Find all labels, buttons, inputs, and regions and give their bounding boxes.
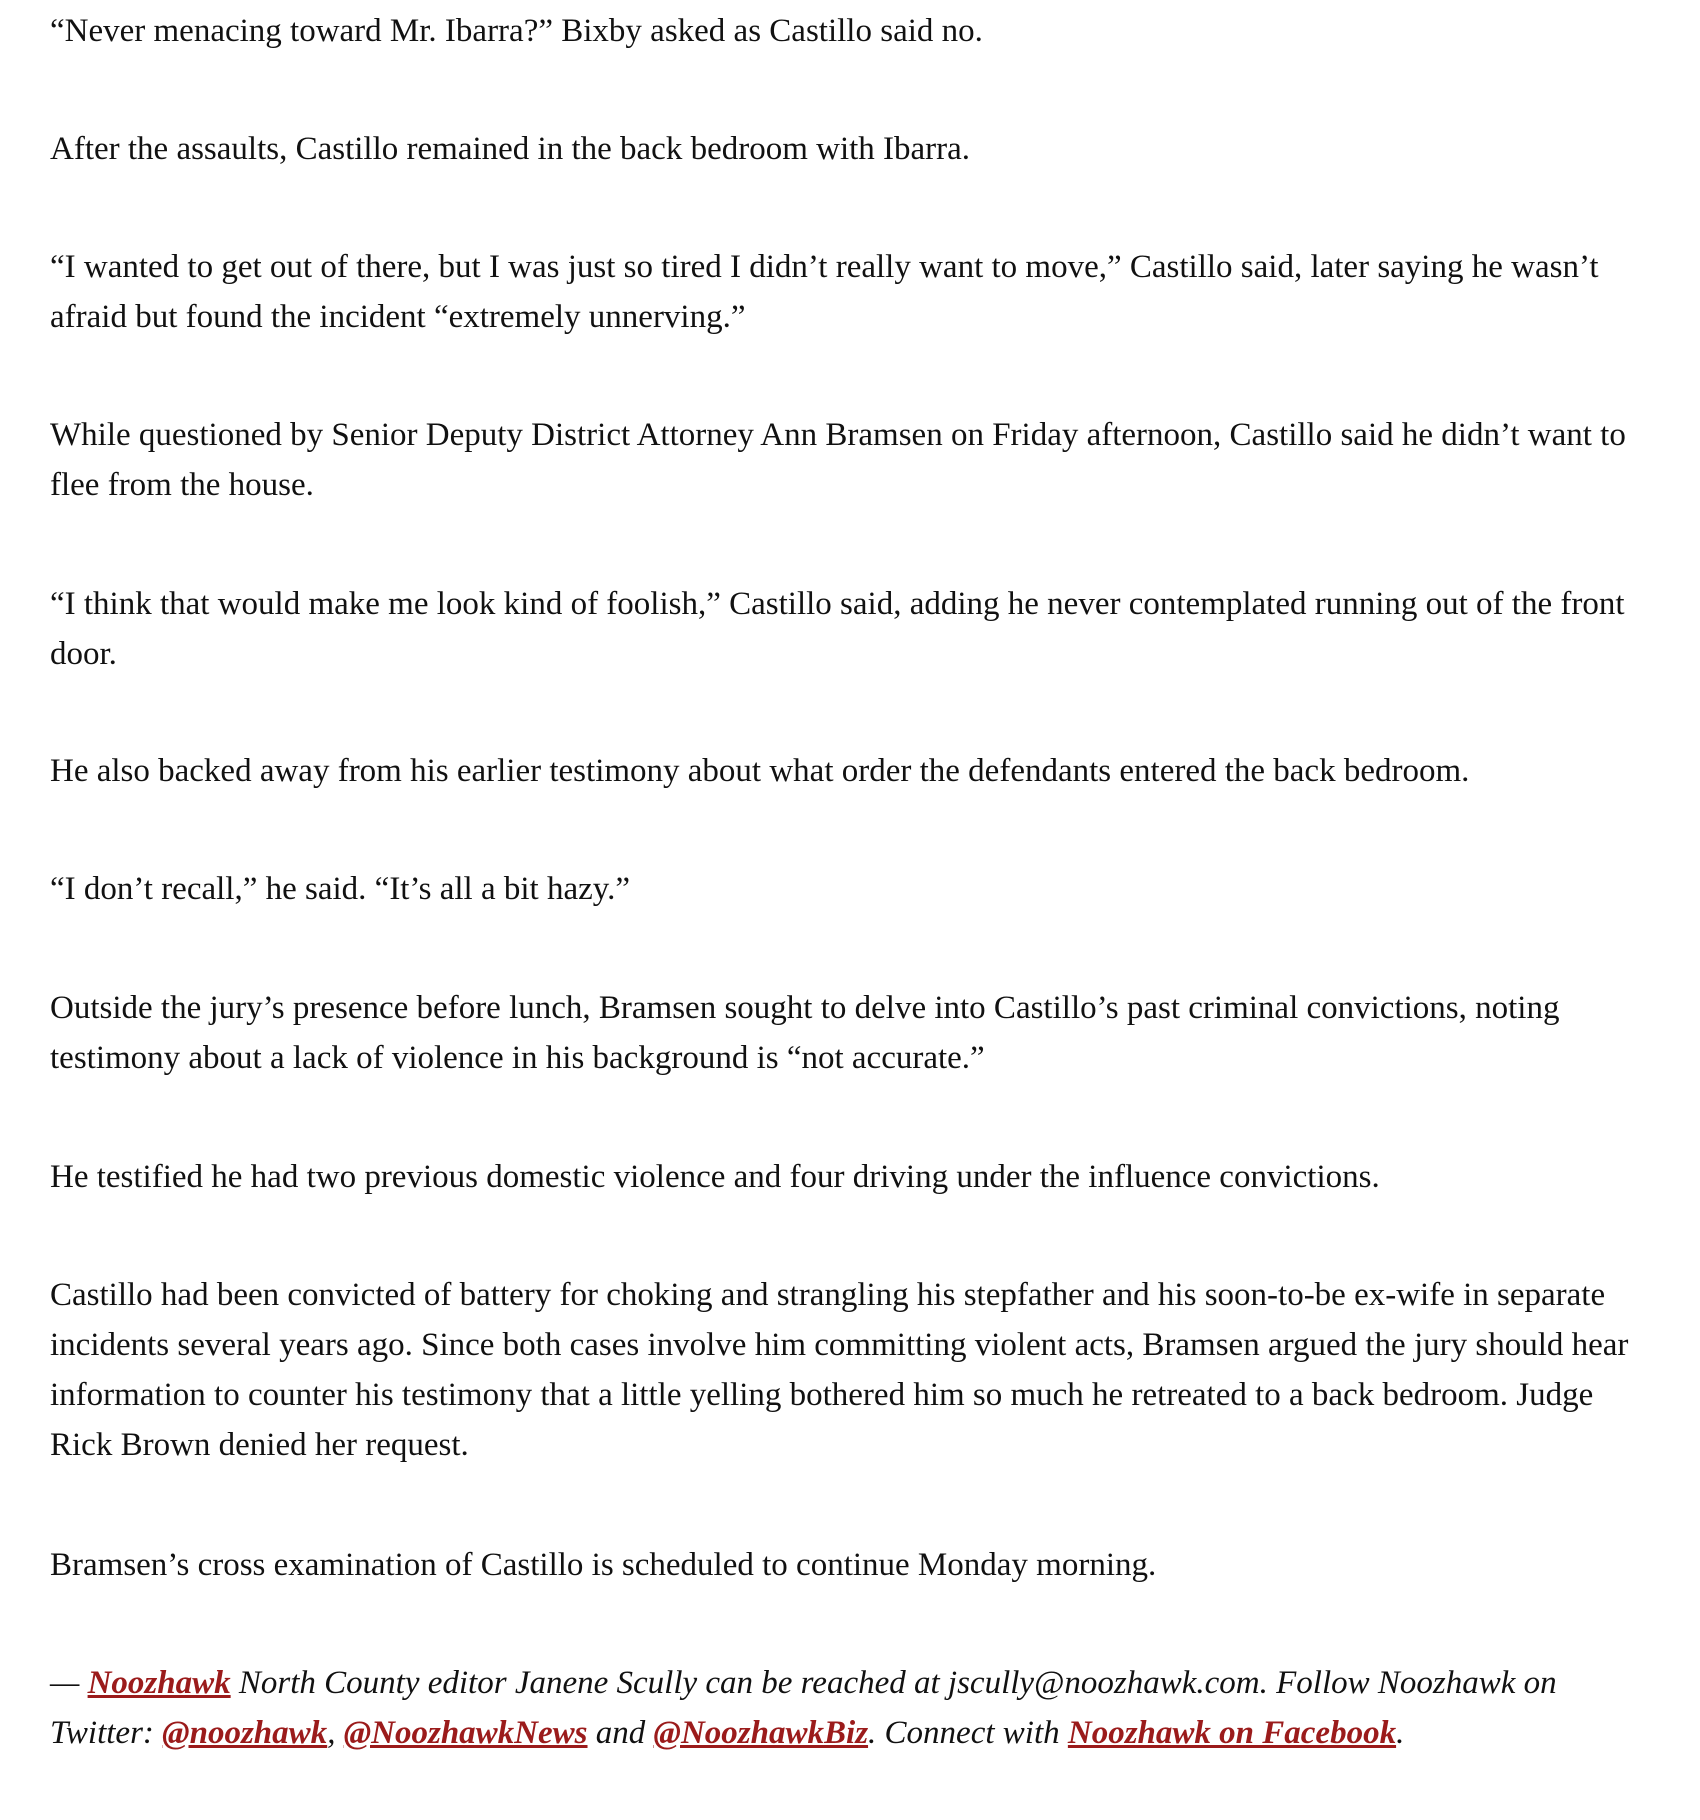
twitter-noozhawk-link[interactable]: @noozhawk (162, 1715, 328, 1751)
paragraph-4: While questioned by Senior Deputy District Attorney Ann Bramsen on Friday afternoon, Castillo said he didn’t want to flee from the house. (50, 417, 1626, 503)
byline-text-1: North County editor Janene Scully can be reached at jscully@noozhawk.com. Follow Noozhawk on Twitter: (50, 1665, 1557, 1751)
paragraph-9: He testified he had two previous domestic violence and four driving under the influence convictions. (50, 1159, 1380, 1195)
paragraph-6: He also backed away from his earlier testimony about what order the defendants entered the back bedroom. (50, 753, 1470, 789)
twitter-noozhawknews-link[interactable]: @NoozhawkNews (343, 1715, 588, 1751)
byline-text-2: . Connect with (868, 1715, 1068, 1751)
byline-dash: — (50, 1665, 88, 1701)
byline-sep-2: and (587, 1715, 654, 1751)
paragraph-2: After the assaults, Castillo remained in the back bedroom with Ibarra. (50, 131, 971, 167)
paragraph-11: Bramsen’s cross examination of Castillo is scheduled to continue Monday morning. (50, 1547, 1157, 1583)
byline-sep-1: , (327, 1715, 344, 1751)
paragraph-5: “I think that would make me look kind of foolish,” Castillo said, adding he never contemplated running out of the front door. (50, 586, 1625, 672)
facebook-link[interactable]: Noozhawk on Facebook (1067, 1715, 1397, 1751)
noozhawk-link[interactable]: Noozhawk (87, 1665, 231, 1701)
paragraph-3: “I wanted to get out of there, but I was just so tired I didn’t really want to move,” Castillo said, later saying he wasn’t afraid but found the incident “extremely unnerving.” (50, 249, 1599, 335)
paragraph-10: Castillo had been convicted of battery for choking and strangling his stepfather and his soon-to-be ex-wife in separate incidents several years ago. Since both cases involve him committing violent acts, Bramsen argued the jury should hear information to counter his testimony that a little yelling bothered him so much he retreated to a back bedroom. Judge Rick Brown denied her request. (50, 1277, 1629, 1463)
paragraph-7: “I don’t recall,” he said. “It’s all a bit hazy.” (50, 871, 630, 907)
twitter-noozhawkbiz-link[interactable]: @NoozhawkBiz (653, 1715, 869, 1751)
paragraph-1: “Never menacing toward Mr. Ibarra?” Bixby asked as Castillo said no. (50, 13, 983, 49)
author-byline (50, 1658, 1650, 1758)
byline-end: . (1396, 1715, 1405, 1751)
paragraph-8: Outside the jury’s presence before lunch, Bramsen sought to delve into Castillo’s past criminal convictions, noting testimony about a lack of violence in his background is “not accurate.” (50, 990, 1560, 1076)
